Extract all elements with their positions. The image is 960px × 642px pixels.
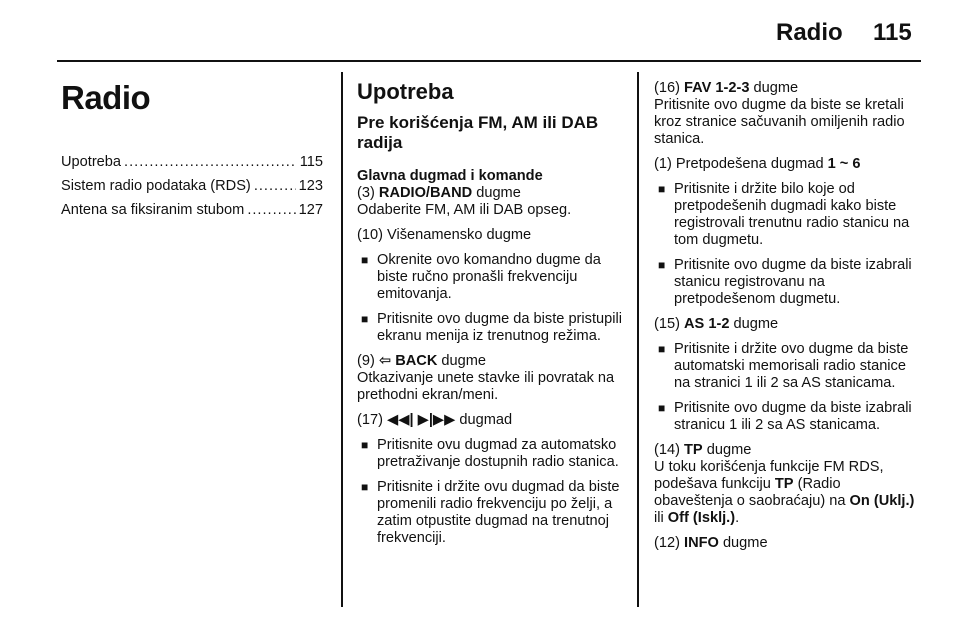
toc-leader — [254, 178, 296, 195]
presets-label: (1) Pretpodešena dugmad 1 ~ 6 — [654, 156, 861, 172]
seek-forward-icon: ▶|▶▶ — [417, 412, 456, 428]
header-rule — [57, 60, 921, 62]
list-item: ■ Pritisnite ovo dugme da biste pristupili ekranu menija iz trenutnog režima. — [361, 311, 625, 345]
back-description: Otkazivanje unete stavke ili povratak na prethodni ekran/meni. — [357, 370, 615, 403]
toc-entry[interactable] — [61, 178, 323, 195]
toc-leader — [247, 202, 295, 219]
list-item: ■ Pritisnite ovo dugme da biste izabrali stranicu 1 ili 2 sa AS stanicama. — [658, 400, 922, 434]
seek-back-icon: ◀◀| — [387, 412, 414, 428]
list-item: ■ Pritisnite i držite bilo koje od pretpodešenih dugmadi kako biste registrovali trenutnu radio stanicu na tom dugmetu. — [658, 181, 922, 249]
toc-entry[interactable] — [61, 202, 323, 219]
multifunction-bullets — [357, 252, 625, 345]
radio-band-label: (3) RADIO/BAND dugme — [357, 185, 521, 201]
column-divider-2 — [637, 72, 639, 607]
column-3 — [654, 80, 922, 552]
section-title: Upotreba — [357, 79, 454, 104]
toc-leader — [124, 154, 297, 171]
as-bullets — [654, 341, 922, 434]
toc-entry-page: 115 — [299, 154, 323, 170]
running-header-title: Radio — [776, 19, 843, 46]
page-number: 115 — [873, 19, 912, 46]
fav-label: (16) FAV 1-2-3 dugme — [654, 80, 799, 96]
radio-band-description: Odaberite FM, AM ili DAB opseg. — [357, 202, 572, 218]
as-label: (15) AS 1-2 dugme — [654, 316, 779, 332]
controls-heading: Glavna dugmad i komande — [357, 168, 543, 184]
seek-label: (17) ◀◀| ▶|▶▶ dugmad — [357, 412, 513, 428]
list-item: ■ Pritisnite ovu dugmad za automatsko pretraživanje dostupnih radio stanica. — [361, 437, 625, 471]
toc-entry-page: 123 — [298, 178, 323, 194]
column-2 — [357, 80, 625, 555]
fav-description: Pritisnite ovo dugme da biste se kretali kroz stranice sačuvanih omiljenih radio stanica. — [654, 97, 905, 147]
multifunction-label: (10) Višenamensko dugme — [357, 227, 532, 243]
toc-entry-label: Sistem radio podataka (RDS) — [61, 178, 251, 194]
toc-entry[interactable] — [61, 154, 323, 171]
list-item: ■ Pritisnite i držite ovo dugme da biste automatski memorisali radio stanice na stranici 1 ili 2 sa AS stanicama. — [658, 341, 922, 392]
toc-entry-label: Upotreba — [61, 154, 122, 170]
toc-entry-page: 127 — [298, 202, 323, 218]
column-1 — [61, 80, 323, 226]
section-subtitle: Pre korišćenja FM, AM ili DAB radija — [357, 113, 599, 152]
tp-description: U toku korišćenja funkcije FM RDS, podešava funkciju TP (Radio obaveštenja o saobraćaju) na On (Uklj.) ili Off (Isklj.). — [654, 459, 915, 526]
list-item: ■ Pritisnite i držite ovu dugmad da biste promenili radio frekvenciju po želji, a zatim otpustite dugmad na trenutnoj frekvenciji. — [361, 479, 625, 547]
back-label: (9) ⇦ BACK dugme — [357, 353, 487, 369]
info-label: (12) INFO dugme — [654, 535, 768, 551]
list-item: ■ Okrenite ovo komandno dugme da biste ručno pronašli frekvenciju emitovanja. — [361, 252, 625, 303]
table-of-contents — [61, 154, 323, 219]
presets-bullets — [654, 181, 922, 308]
column-divider-1 — [341, 72, 343, 607]
seek-bullets — [357, 437, 625, 547]
toc-entry-label: Antena sa fiksiranim stubom — [61, 202, 245, 218]
list-item: ■ Pritisnite ovo dugme da biste izabrali stanicu registrovanu na pretpodešenom dugmetu. — [658, 257, 922, 308]
back-arrow-icon: ⇦ — [378, 353, 392, 369]
tp-label: (14) TP dugme — [654, 442, 752, 458]
chapter-title: Radio — [61, 79, 151, 116]
